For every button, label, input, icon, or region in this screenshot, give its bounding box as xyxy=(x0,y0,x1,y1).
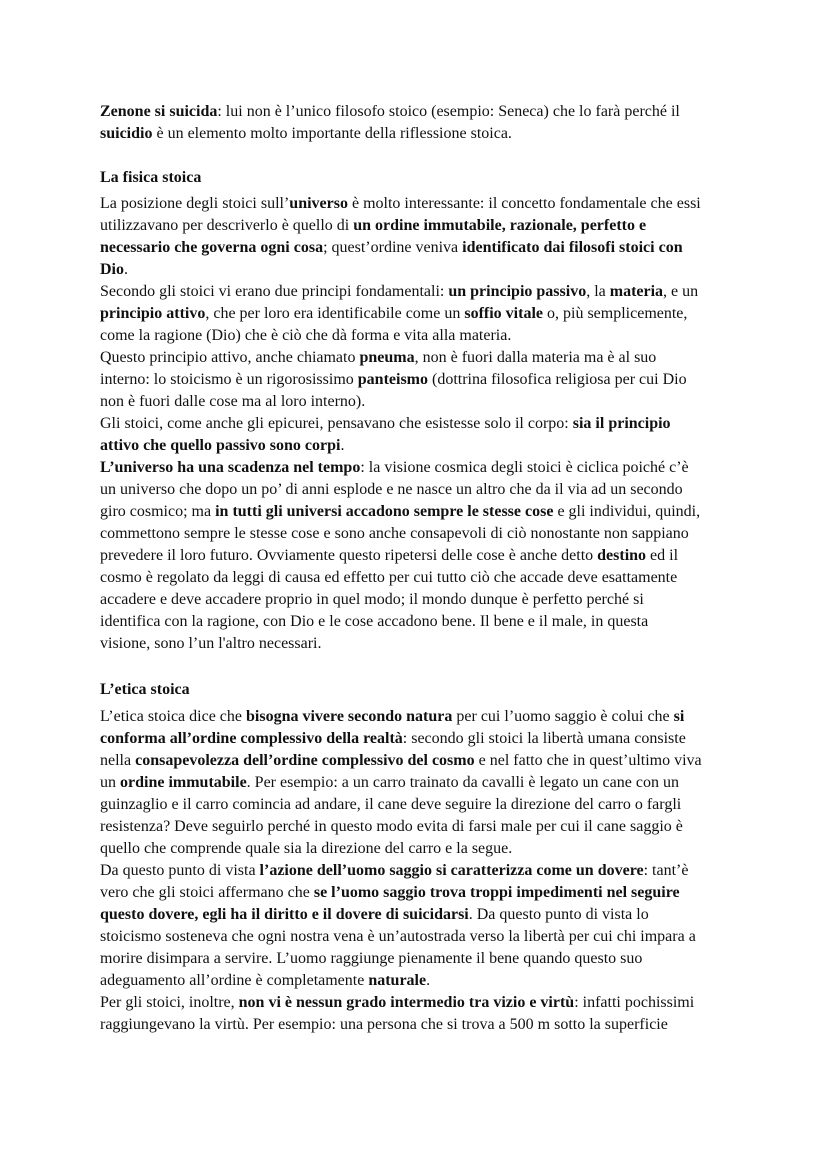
text: : la visione cosmica degli stoici è ciclica poiché c’è xyxy=(360,459,689,476)
section-heading-etica: L’etica stoica xyxy=(100,681,190,698)
text: (dottrina filosofica religiosa per cui Dio xyxy=(428,371,687,388)
text: Per gli stoici, inoltre, xyxy=(100,994,239,1011)
text: ; quest’ordine veniva xyxy=(323,239,463,256)
text: L’etica stoica dice che xyxy=(100,708,246,725)
bold-text: panteismo xyxy=(357,371,428,388)
bold-text: un ordine immutabile, razionale, perfetto e xyxy=(353,217,647,234)
text-line xyxy=(100,728,740,750)
text: non è fuori dalle cose ma al loro interno). xyxy=(100,393,366,410)
text: , la xyxy=(586,283,610,300)
text: Questo principio attivo, anche chiamato xyxy=(100,349,360,366)
bold-text: consapevolezza dell’ordine complessivo del cosmo xyxy=(135,752,475,769)
bold-text: un principio passivo xyxy=(448,283,587,300)
text: Secondo gli stoici vi erano due principi fondamentali: xyxy=(100,283,449,300)
bold-text: identificato dai filosofi stoici con xyxy=(462,239,683,256)
text: un xyxy=(100,774,120,791)
text: . xyxy=(426,972,431,989)
text-line xyxy=(100,611,740,633)
bold-text: sia il principio xyxy=(572,415,671,432)
bold-text: Zenone si suicida xyxy=(100,103,218,120)
text-line xyxy=(100,457,740,479)
text-line xyxy=(100,369,740,391)
text: morire disimpara a servire. L’uomo raggiunge pienamente il bene quando questo suo xyxy=(100,950,643,967)
text: ed il xyxy=(646,547,679,564)
text-line xyxy=(100,633,740,655)
intro-paragraph xyxy=(100,101,740,145)
text-line xyxy=(100,215,740,237)
text: vero che gli stoici affermano che xyxy=(100,884,314,901)
text: cosmo è regolato da leggi di causa ed effetto per cui tutto ciò che accade deve esattamente xyxy=(100,569,678,586)
bold-text: pneuma xyxy=(359,349,415,366)
text: : tant’è xyxy=(643,862,689,879)
text: , e un xyxy=(663,283,699,300)
text: come la ragione (Dio) che è ciò che dà forma e vita alla materia. xyxy=(100,327,512,344)
bold-text: soffio vitale xyxy=(464,305,543,322)
text-line xyxy=(100,391,740,413)
bold-text: principio attivo xyxy=(100,305,206,322)
text: o, più semplicemente, xyxy=(543,305,688,322)
text: guinzaglio e il carro comincia ad andare, il cane deve seguire la direzione del carro o fargli xyxy=(100,796,682,813)
text: . Per esempio: a un carro trainato da cavalli è legato un cane con un xyxy=(246,774,679,791)
bold-text: naturale xyxy=(368,972,427,989)
text: . Da questo punto di vista lo xyxy=(468,906,649,923)
text-line xyxy=(100,589,740,611)
bold-text: conforma all’ordine complessivo della realtà xyxy=(100,730,403,747)
bold-text: Dio xyxy=(100,261,124,278)
text-line xyxy=(100,237,740,259)
section-body-fisica xyxy=(100,193,740,655)
text-line xyxy=(100,816,740,838)
text: stoicismo sosteneva che ogni nostra vena è un’autostrada verso la libertà per cui chi impara a xyxy=(100,928,696,945)
section-body-etica xyxy=(100,706,740,1036)
text: identifica con la ragione, con Dio e le cose accadono bene. Il bene e il male, in questa xyxy=(100,613,649,630)
text: un universo che dopo un po’ di anni esplode e ne nasce un altro che da il via ad un secondo xyxy=(100,481,683,498)
text: quello che comprende quale sia la direzione del carro e la segue. xyxy=(100,840,513,857)
text-line xyxy=(100,567,740,589)
bold-text: si xyxy=(673,708,685,725)
text-line xyxy=(100,347,740,369)
bold-text: necessario che governa ogni cosa xyxy=(100,239,324,256)
text: e gli individui, quindi, xyxy=(553,503,701,520)
text-line xyxy=(100,1014,740,1036)
text: : lui non è l’unico filosofo stoico (esempio: Seneca) che lo farà perché il xyxy=(217,103,680,120)
text-line xyxy=(100,325,740,347)
text-line xyxy=(100,750,740,772)
text-line xyxy=(100,413,740,435)
text-line xyxy=(100,948,740,970)
text: commettono sempre le stesse cose e sono anche consapevoli di ciò nonostante non sappiano xyxy=(100,525,689,542)
text: . xyxy=(340,437,345,454)
text: . xyxy=(124,261,128,278)
text-line xyxy=(100,838,740,860)
text: e nel fatto che in quest’ultimo viva xyxy=(474,752,702,769)
text: : infatti pochissimi xyxy=(574,994,695,1011)
text-line xyxy=(100,545,740,567)
bold-text: se l’uomo saggio trova troppi impedimenti nel seguire xyxy=(313,884,680,901)
text-line xyxy=(100,193,740,215)
text-line xyxy=(100,435,740,457)
text-line xyxy=(100,794,740,816)
text: utilizzavano per descriverlo è quello di xyxy=(100,217,354,234)
text: , non è fuori dalla materia ma è al suo xyxy=(414,349,657,366)
text: nella xyxy=(100,752,136,769)
bold-text: materia xyxy=(609,283,664,300)
text-line xyxy=(100,479,740,501)
bold-text: suicidio xyxy=(100,125,153,142)
bold-text: ordine immutabile xyxy=(120,774,247,791)
text: giro cosmico; ma xyxy=(100,503,216,520)
bold-text: questo dovere, egli ha il diritto e il dovere di suicidarsi xyxy=(100,906,469,923)
bold-text: l’azione dell’uomo saggio si caratterizza come un dovere xyxy=(259,862,644,879)
section-heading-fisica: La fisica stoica xyxy=(100,169,202,186)
bold-text: attivo che quello passivo sono corpi xyxy=(100,437,341,454)
bold-text: destino xyxy=(597,547,647,564)
text: per cui l’uomo saggio è colui che xyxy=(452,708,674,725)
bold-text: bisogna vivere secondo natura xyxy=(246,708,453,725)
bold-text: in tutti gli universi accadono sempre le stesse cose xyxy=(215,503,554,520)
text: interno: lo stoicismo è un rigorosissimo xyxy=(100,371,358,388)
bold-text: L’universo ha una scadenza nel tempo xyxy=(100,459,361,476)
text: è un elemento molto importante della riflessione stoica. xyxy=(152,125,512,142)
text-line xyxy=(100,259,740,281)
text-line xyxy=(100,303,740,325)
text-line xyxy=(100,123,740,145)
text-line xyxy=(100,706,740,728)
bold-text: non vi è nessun grado intermedio tra vizio e virtù xyxy=(238,994,575,1011)
text-line xyxy=(100,501,740,523)
text: raggiungevano la virtù. Per esempio: una persona che si trova a 500 m sotto la superficie xyxy=(100,1016,668,1033)
text: adeguamento all’ordine è completamente xyxy=(100,972,369,989)
text-line xyxy=(100,772,740,794)
text-line xyxy=(100,281,740,303)
text-line xyxy=(100,523,740,545)
text: Da questo punto di vista xyxy=(100,862,260,879)
text: prevedere il loro futuro. Ovviamente questo ripetersi delle cose è anche detto xyxy=(100,547,598,564)
text: visione, sono l’un l'altro necessari. xyxy=(100,635,322,652)
text: : secondo gli stoici la libertà umana consiste xyxy=(402,730,686,747)
text-line xyxy=(100,970,740,992)
bold-text: universo xyxy=(289,195,348,212)
text-line xyxy=(100,904,740,926)
text-line xyxy=(100,882,740,904)
text: La posizione degli stoici sull’ xyxy=(100,195,290,212)
text: Gli stoici, come anche gli epicurei, pensavano che esistesse solo il corpo: xyxy=(100,415,573,432)
text-line xyxy=(100,860,740,882)
text: accadere e deve accadere proprio in quel modo; il mondo dunque è perfetto perché si xyxy=(100,591,644,608)
text: è molto interessante: il concetto fondamentale che essi xyxy=(347,195,701,212)
text-line xyxy=(100,926,740,948)
text: , che per loro era identificabile come un xyxy=(205,305,465,322)
text: resistenza? Deve seguirlo perché in questo modo evita di farsi male per cui il cane saggio è xyxy=(100,818,683,835)
text-line xyxy=(100,992,740,1014)
text-line xyxy=(100,101,740,123)
